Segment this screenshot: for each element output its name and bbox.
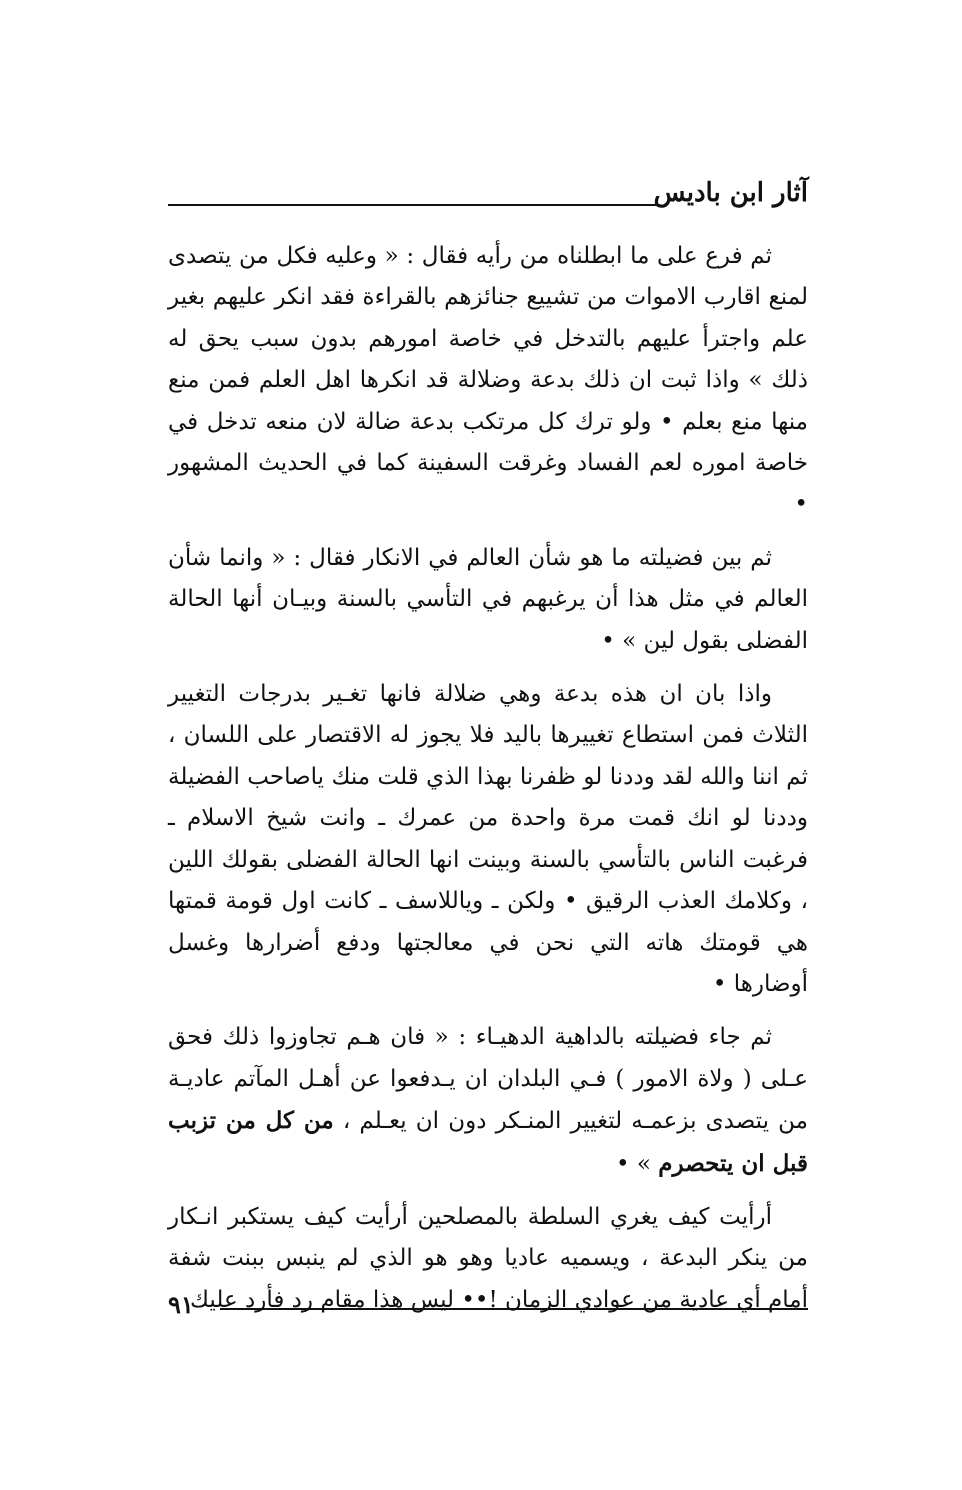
running-header [168, 176, 808, 216]
header-rule [168, 204, 660, 206]
paragraph-4-tail: » • [616, 1150, 659, 1177]
paragraph-4-bold-quote: من كل من تزبب قبل ان يتحصرم [168, 1107, 808, 1177]
page-number: ٩١ [168, 1290, 194, 1319]
footer-rule [220, 1308, 808, 1310]
page-footer [168, 1290, 808, 1324]
paragraph-5: أرأيت كيف يغري السلطة بالمصلحين أرأيت كيف يستكبر انـكار من ينكر البدعة ، ويسميه عاديا وهو هو الذي لم ينبس ببنت شفة أمام أي عادية من عوادي الزمان !•• ليس هذا مقام رد فأرد عليك [168, 1203, 808, 1313]
paragraph-1: ثم فرع على ما ابطلناه من رأيه فقال : « وعليه فكل من يتصدى لمنع اقارب الاموات من تشييع جنائزهم بالقراءة فقد انكر عليهم بغير علم واجترأ عليهم بالتدخل في خاصة امورهم بدون سبب يحق له ذلك » واذا ثبت ان ذلك بدعة وضلالة قد انكرها اهل العلم فمن منع منها منع بعلم • ولو ترك كل مرتكب بدعة ضالة لان منعه تدخل في خاصة اموره لعم الفساد وغرقت السفينة كما في الحديث المشهور • [168, 243, 808, 518]
book-title: آثار ابن باديس [653, 178, 808, 208]
paragraph-4-text: ثم جاء فضيلته بالداهية الدهيـاء : « فان هـم تجاوزوا ذلك فحق عـلى ( ولاة الامور ) فـي البلدان ان يـدفعوا عن أهـل المآتم عاديـة من يتصدى بزعمـه لتغيير المنـكر دون ان يعـلم ، [168, 1024, 809, 1135]
paragraph-3: واذا بان ان هذه بدعة وهي ضلالة فانها تغـير بدرجات التغيير الثلاث فمن استطاع تغييرها باليد فلا يجوز له الاقتصار على اللسان ، ثم اننا والله لقد وددنا لو ظفرنا بهذا الذي قلت منك ياصاحب الفضيلة وددنا لو انك قمت مرة واحدة من عمرك ـ وانت شيخ الاسلام ـ فرغبت الناس بالتأسي بالسنة وبينت انها الحالة الفضلى بقولك اللين ، وكلامك العذب الرقيق • ولكن ـ وياللاسف ـ كانت اول قومة قمتها هي قومتك هاته التي نحن في معالجتها ودفع أضرارها وغسل أوضارها • [168, 681, 808, 997]
paragraph-2: ثم بين فضيلته ما هو شأن العالم في الانكار فقال : « وانما شأن العالم في مثل هذا أن يرغبهم في التأسي بالسنة وبيـان أنها الحالة الفضلى بقول لين » • [168, 544, 808, 654]
page-body [168, 236, 808, 1321]
paragraph-4 [168, 1017, 808, 1185]
